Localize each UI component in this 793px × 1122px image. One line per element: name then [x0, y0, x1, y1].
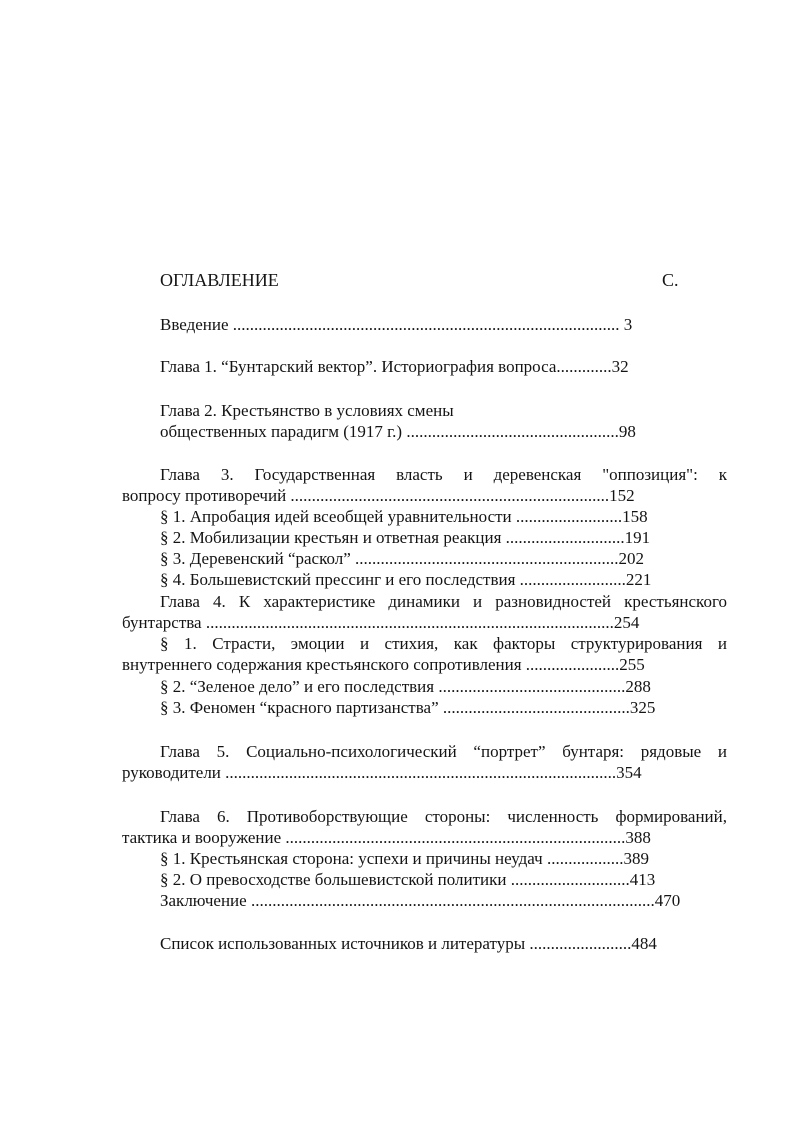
toc-entry-ch3-section-2: § 2. Мобилизации крестьян и ответная реакция ............................191	[160, 528, 651, 547]
toc-entry-ch6-section-2: § 2. О превосходстве большевистской политики ............................413	[160, 870, 656, 889]
toc-entry-ch3-section-4: § 4. Большевистский прессинг и его последствия .........................221	[160, 570, 652, 589]
toc-entry-chapter-6-cont: тактика и вооружение ................................................................................388	[122, 828, 651, 847]
toc-entry-bibliography: Список использованных источников и литературы ........................484	[160, 934, 657, 953]
toc-entry-chapter-4: Глава 4. К характеристике динамики и разновидностей крестьянского	[160, 592, 727, 611]
toc-entry-chapter-3-cont: вопросу противоречий ...........................................................................152	[122, 486, 635, 505]
toc-entry-introduction: Введение ........................................................................................... 3	[160, 315, 633, 334]
toc-entry-chapter-6: Глава 6. Противоборствующие стороны: численность формирований,	[160, 807, 727, 826]
toc-entry-conclusion: Заключение ...............................................................................................470	[160, 891, 681, 910]
toc-entry-chapter-1: Глава 1. “Бунтарский вектор”. Историография вопроса.............32	[160, 357, 629, 376]
toc-entry-ch4-section-2: § 2. “Зеленое дело” и его последствия ............................................288	[160, 677, 651, 696]
toc-entry-ch4-section-1: § 1. Страсти, эмоции и стихия, как факторы структурирования и	[160, 634, 727, 653]
toc-entry-ch6-section-1: § 1. Крестьянская сторона: успехи и причины неудач ..................389	[160, 849, 649, 868]
toc-entry-chapter-5-cont: руководители ............................................................................................354	[122, 763, 642, 782]
toc-entry-ch3-section-1: § 1. Апробация идей всеобщей уравнительности .........................158	[160, 507, 648, 526]
toc-entry-chapter-2-cont: общественных парадигм (1917 г.) ..................................................98	[160, 422, 636, 441]
toc-entry-chapter-3: Глава 3. Государственная власть и деревенская "оппозиция": к	[160, 465, 727, 484]
toc-title: ОГЛАВЛЕНИЕ	[160, 270, 279, 290]
toc-entry-ch4-section-3: § 3. Феномен “красного партизанства” ............................................325	[160, 698, 656, 717]
toc-entry-chapter-5: Глава 5. Социально-психологический “портрет” бунтаря: рядовые и	[160, 742, 727, 761]
toc-entry-ch3-section-3: § 3. Деревенский “раскол” ..............................................................202	[160, 549, 645, 568]
toc-entry-chapter-2: Глава 2. Крестьянство в условиях смены	[160, 401, 454, 420]
toc-entry-chapter-4-cont: бунтарства ................................................................................................254	[122, 613, 640, 632]
page-column-label: С.	[662, 270, 679, 290]
toc-entry-ch4-section-1-cont: внутреннего содержания крестьянского сопротивления ......................255	[122, 655, 645, 674]
